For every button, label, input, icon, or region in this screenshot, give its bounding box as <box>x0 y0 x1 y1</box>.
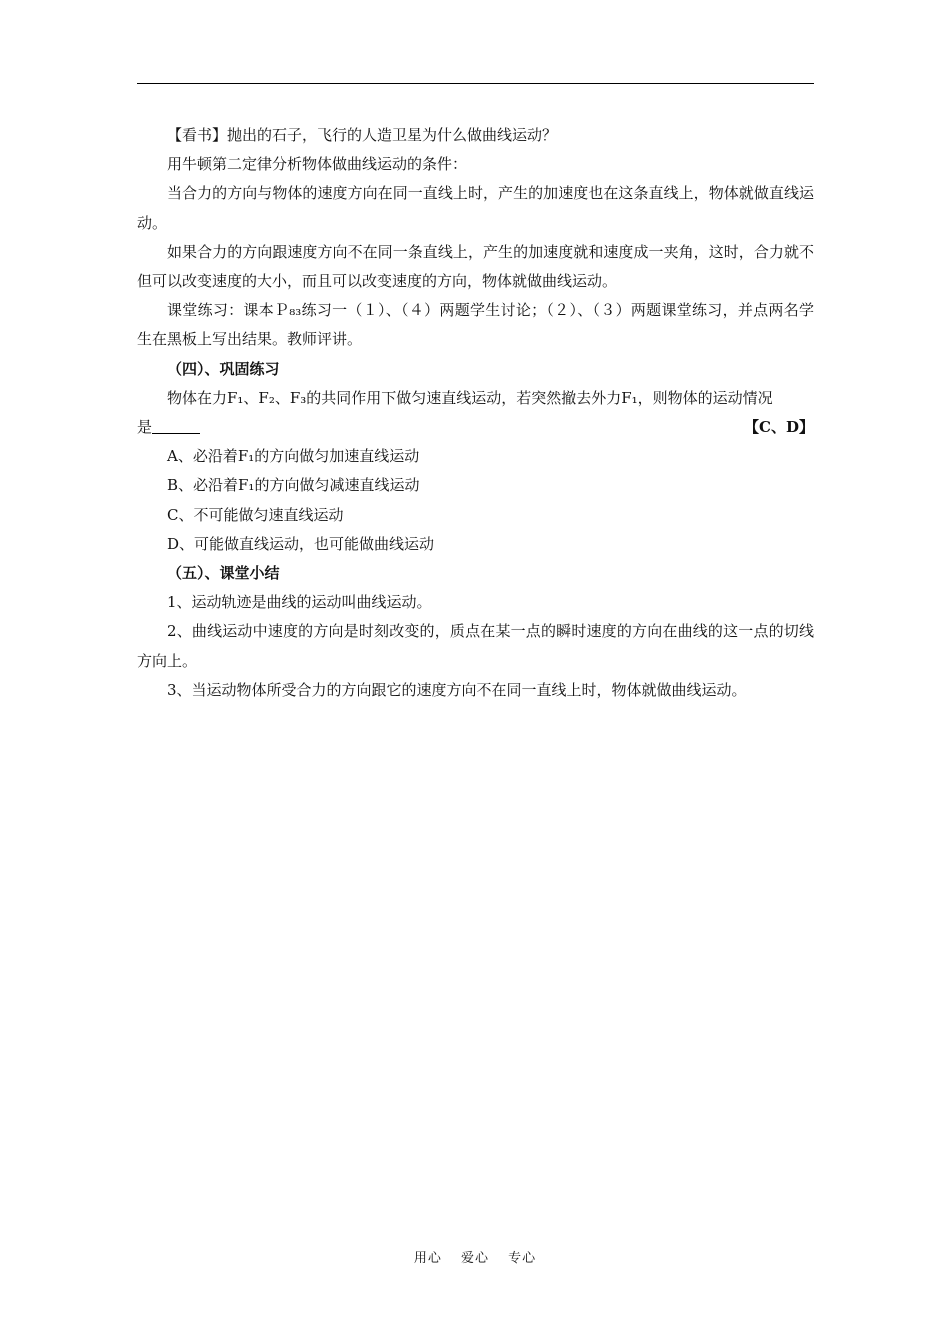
paragraph-straight-line-condition: 当合力的方向与物体的速度方向在同一直线上时，产生的加速度也在这条直线上，物体就做直线运动。 <box>137 184 814 232</box>
summary-item-3: 3、当运动物体所受合力的方向跟它的速度方向不在同一直线上时，物体就做曲线运动。 <box>167 680 747 699</box>
option-d: D、可能做直线运动，也可能做曲线运动 <box>167 534 435 553</box>
practice-question: 物体在力F₁、F₂、F₃的共同作用下做匀速直线运动，若突然撤去外力F₁，则物体的运动情况 <box>167 388 773 407</box>
option-a: A、必沿着F₁的方向做匀加速直线运动 <box>167 447 420 466</box>
footer-word-1: 用心 <box>413 1251 442 1266</box>
footer-word-3: 专心 <box>508 1251 537 1266</box>
header-rule <box>137 83 814 84</box>
answer-blank <box>152 418 200 434</box>
paragraph-newton-analysis: 用牛顿第二定律分析物体做曲线运动的条件： <box>167 155 468 174</box>
footer-word-2: 爱心 <box>460 1251 489 1266</box>
summary-item-2: 2、曲线运动中速度的方向是时刻改变的，质点在某一点的瞬时速度的方向在曲线的这一点的切线方向上。 <box>137 622 814 670</box>
option-c: C、不可能做匀速直线运动 <box>167 505 344 524</box>
section-heading-summary: （五）、课堂小结 <box>167 564 280 583</box>
answer-key: 【C、D】 <box>744 418 814 437</box>
page-footer <box>0 1247 950 1266</box>
option-b: B、必沿着F₁的方向做匀减速直线运动 <box>167 476 420 495</box>
question-end-text: 是 <box>137 418 153 437</box>
paragraph-class-exercise: 课堂练习：课本Ｐ₈₃练习一（１）、（４）两题学生讨论；（２）、（３）两题课堂练习，并点两名学生在黑板上写出结果。教师评讲。 <box>137 301 814 349</box>
section-heading-practice: （四）、巩固练习 <box>167 359 280 378</box>
paragraph-read-book: 【看书】抛出的石子，飞行的人造卫星为什么做曲线运动？ <box>167 126 558 144</box>
paragraph-curve-condition: 如果合力的方向跟速度方向不在同一条直线上，产生的加速度就和速度成一夹角，这时，合力就不但可以改变速度的大小，而且可以改变速度的方向，物体就做曲线运动。 <box>137 242 814 291</box>
document-body <box>137 121 814 705</box>
summary-item-1: 1、运动轨迹是曲线的运动叫曲线运动。 <box>167 593 432 612</box>
practice-question-blank-line <box>137 413 814 442</box>
